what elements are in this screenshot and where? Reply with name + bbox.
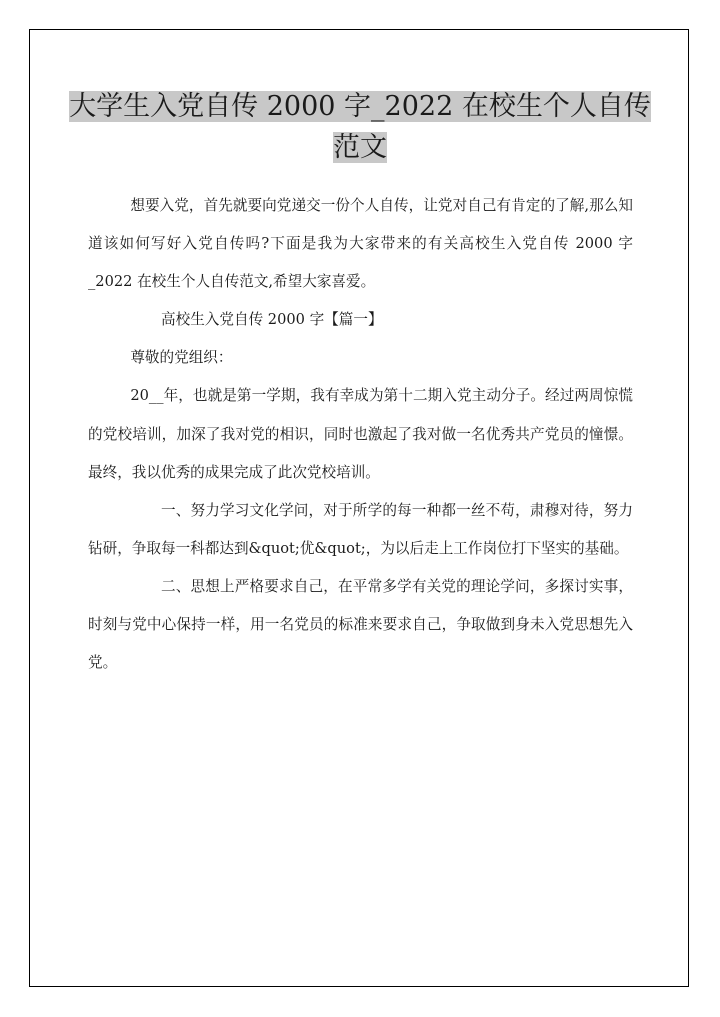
salutation: 尊敬的党组织：	[130, 349, 233, 367]
section-heading: 高校生入党自传 2000 字【篇一】	[161, 311, 383, 329]
body-paragraph: 二、思想上严格要求自己，在平常多学有关党的理论学问，多探讨实事，时刻与党中心保持一样，用一名党员的标准来要求自己，争取做到身未入党思想先入党。	[88, 577, 633, 672]
document-title	[60, 86, 660, 168]
body-paragraph: 一、努力学习文化学问，对于所学的每一种都一丝不苟，肃穆对待，努力钻研，争取每一科都达到&quot;优&quot;，为以后走上工作岗位打下坚实的基础。	[88, 501, 633, 557]
title-line-2: 范文	[333, 132, 387, 163]
body-paragraph: 20__年，也就是第一学期，我有幸成为第十二期入党主动分子。经过两周惊慌的党校培训，加深了我对党的相识，同时也激起了我对做一名优秀共产党员的憧憬。最终，我以优秀的成果完成了此次党校培训。	[88, 387, 633, 481]
title-line-1: 大学生入党自传 2000 字_2022 在校生个人自传	[69, 91, 651, 122]
document-body	[88, 187, 633, 682]
intro-paragraph: 想要入党，首先就要向党递交一份个人自传，让党对自己有肯定的了解,那么知道该如何写好入党自传吗?下面是我为大家带来的有关高校生入党自传 2000 字_2022 在校生个人自传范文,希望大家喜爱。	[88, 197, 633, 291]
